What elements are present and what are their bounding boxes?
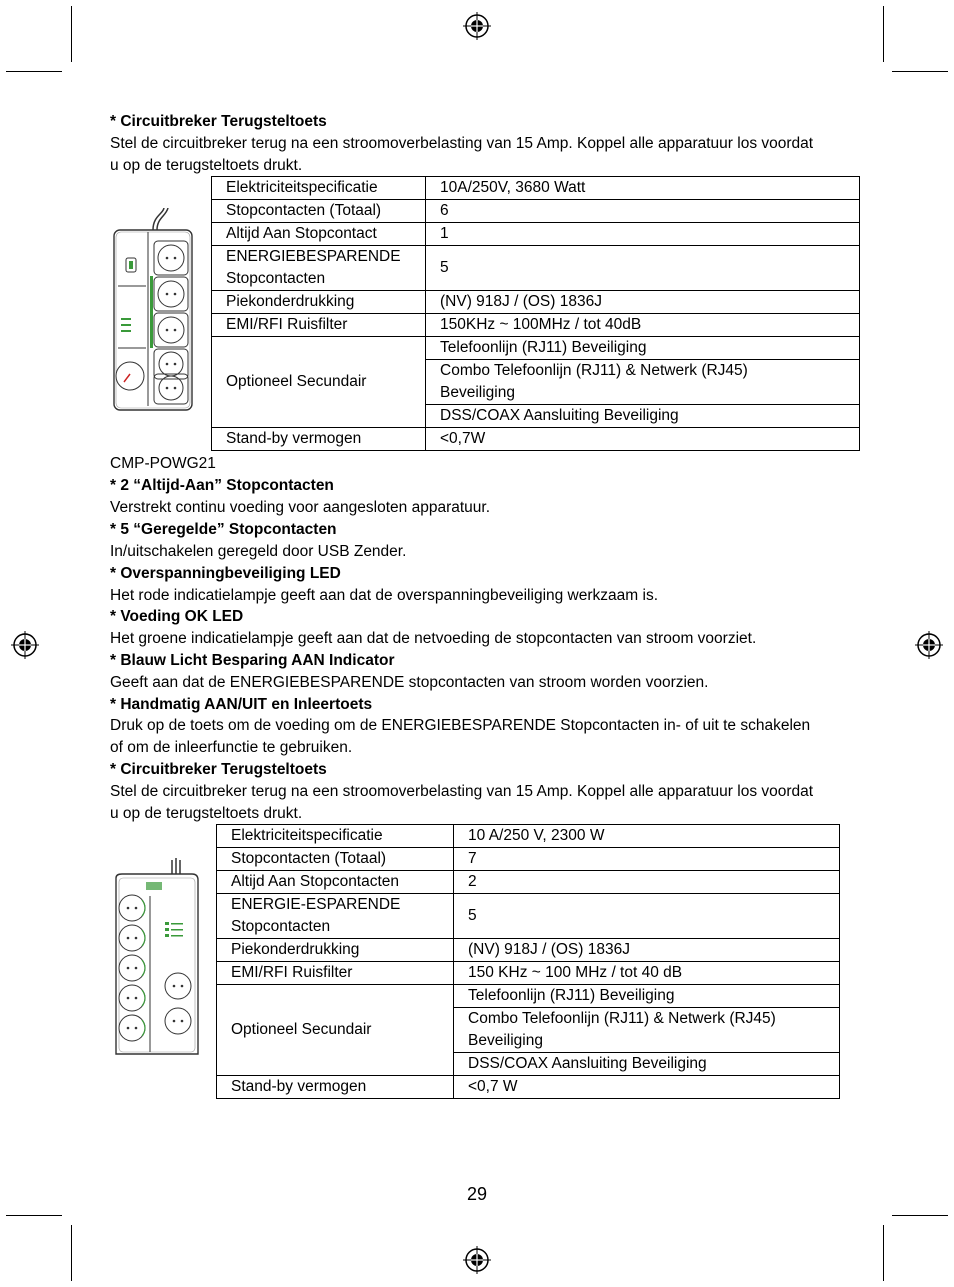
feature-body: In/uitschakelen geregeld door USB Zender.	[110, 543, 407, 560]
section1-body-2: u op de terugsteltoets drukt.	[110, 157, 303, 174]
crop-mark	[6, 71, 62, 72]
spec-value: 7	[454, 848, 840, 871]
spec-label: Stopcontacten (Totaal)	[212, 200, 426, 223]
feature-heading: * Voeding OK LED	[110, 608, 244, 625]
spec-value-line: Combo Telefoonlijn (RJ11) & Netwerk (RJ45)	[468, 1010, 776, 1027]
feature-heading: * 5 “Geregelde” Stopcontacten	[110, 521, 337, 538]
section1-heading: * Circuitbreker Terugsteltoets	[110, 113, 327, 130]
spec-value: Telefoonlijn (RJ11) Beveiliging	[426, 337, 860, 360]
spec-label: Elektriciteitspecificatie	[212, 177, 426, 200]
section2-body-1: Stel de circuitbreker terug na een stroomoverbelasting van 15 Amp. Koppel alle apparatuur los voordat	[110, 783, 814, 800]
spec-label: Stopcontacten (Totaal)	[217, 848, 454, 871]
spec-label: EMI/RFI Ruisfilter	[212, 314, 426, 337]
spec-label	[217, 894, 454, 939]
feature-body: Geeft aan dat de ENERGIEBESPARENDE stopcontacten van stroom worden voorzien.	[110, 674, 709, 691]
table-row	[217, 848, 840, 871]
crop-mark	[892, 1215, 948, 1216]
registration-mark-icon	[463, 1246, 491, 1274]
spec-label-line: Stopcontacten	[231, 918, 331, 935]
section1-body-1: Stel de circuitbreker terug na een stroomoverbelasting van 15 Amp. Koppel alle apparatuur los voordat	[110, 135, 814, 152]
spec-label: EMI/RFI Ruisfilter	[217, 962, 454, 985]
table-row	[217, 939, 840, 962]
table-row	[217, 894, 840, 939]
spec-label-line: Stopcontacten	[226, 270, 326, 287]
table-row	[212, 200, 860, 223]
feature-body: Het rode indicatielampje geeft aan dat de overspanningbeveiliging werkzaam is.	[110, 587, 658, 604]
spec-value	[426, 360, 860, 405]
spec-label: Optioneel Secundair	[217, 985, 454, 1076]
table-row	[212, 428, 860, 451]
spec-value: (NV) 918J / (OS) 1836J	[454, 939, 840, 962]
power-strip-6-outlet-illustration	[108, 208, 198, 413]
spec-label: Stand-by vermogen	[212, 428, 426, 451]
crop-mark	[71, 1225, 72, 1281]
spec-value: Telefoonlijn (RJ11) Beveiliging	[454, 985, 840, 1008]
spec-table-2	[216, 824, 840, 1099]
table-row	[217, 871, 840, 894]
crop-mark	[71, 6, 72, 62]
spec-label: Stand-by vermogen	[217, 1076, 454, 1099]
feature-body: Verstrekt continu voeding voor aangesloten apparatuur.	[110, 499, 491, 516]
spec-value: 5	[426, 246, 860, 291]
spec-value	[454, 1008, 840, 1053]
spec-value: 10 A/250 V, 2300 W	[454, 825, 840, 848]
spec-value: DSS/COAX Aansluiting Beveiliging	[426, 405, 860, 428]
table-row	[217, 825, 840, 848]
power-strip-7-outlet-illustration	[110, 856, 204, 1061]
table-row	[217, 962, 840, 985]
feature-body: Het groene indicatielampje geeft aan dat de netvoeding de stopcontacten van stroom voorziet.	[110, 630, 757, 647]
table-row	[212, 314, 860, 337]
spec-value-line: Combo Telefoonlijn (RJ11) & Netwerk (RJ45)	[440, 362, 748, 379]
model-number: CMP-POWG21	[110, 455, 216, 472]
spec-value: 150KHz ~ 100MHz / tot 40dB	[426, 314, 860, 337]
spec-value: <0,7 W	[454, 1076, 840, 1099]
spec-value-line: Beveiliging	[440, 384, 515, 401]
table-row	[212, 177, 860, 200]
table-row	[217, 985, 840, 1008]
spec-value: 2	[454, 871, 840, 894]
registration-mark-icon	[11, 631, 39, 659]
table-row	[212, 291, 860, 314]
registration-mark-icon	[915, 631, 943, 659]
spec-value: DSS/COAX Aansluiting Beveiliging	[454, 1053, 840, 1076]
manual-body-2: of om de inleerfunctie te gebruiken.	[110, 739, 353, 756]
table-row	[212, 246, 860, 291]
registration-mark-icon	[463, 12, 491, 40]
spec-value: 150 KHz ~ 100 MHz / tot 40 dB	[454, 962, 840, 985]
manual-body-1: Druk op de toets om de voeding om de ENERGIEBESPARENDE Stopcontacten in- of uit te schakelen	[110, 717, 811, 734]
section2-body-2: u op de terugsteltoets drukt.	[110, 805, 303, 822]
table-row	[212, 223, 860, 246]
feature-heading: * Overspanningbeveiliging LED	[110, 565, 341, 582]
spec-value: <0,7W	[426, 428, 860, 451]
spec-value: 1	[426, 223, 860, 246]
table-row	[217, 1076, 840, 1099]
crop-mark	[892, 71, 948, 72]
spec-value: (NV) 918J / (OS) 1836J	[426, 291, 860, 314]
spec-label-line: ENERGIE-ESPARENDE	[231, 896, 401, 913]
feature-heading: * Blauw Licht Besparing AAN Indicator	[110, 652, 395, 669]
spec-label	[212, 246, 426, 291]
crop-mark	[6, 1215, 62, 1216]
spec-label: Altijd Aan Stopcontacten	[217, 871, 454, 894]
spec-label: Optioneel Secundair	[212, 337, 426, 428]
crop-mark	[883, 6, 884, 62]
table-row	[212, 337, 860, 360]
spec-label: Piekonderdrukking	[217, 939, 454, 962]
section2-heading: * Circuitbreker Terugsteltoets	[110, 761, 327, 778]
crop-mark	[883, 1225, 884, 1281]
spec-value: 10A/250V, 3680 Watt	[426, 177, 860, 200]
page-number: 29	[466, 1184, 488, 1204]
spec-label: Elektriciteitspecificatie	[217, 825, 454, 848]
spec-label-line: ENERGIEBESPARENDE	[226, 248, 401, 265]
feature-heading: * 2 “Altijd-Aan” Stopcontacten	[110, 477, 334, 494]
manual-heading: * Handmatig AAN/UIT en Inleertoets	[110, 696, 373, 713]
spec-value: 6	[426, 200, 860, 223]
spec-value-line: Beveiliging	[468, 1032, 543, 1049]
spec-label: Piekonderdrukking	[212, 291, 426, 314]
spec-table-1	[211, 176, 860, 451]
spec-label: Altijd Aan Stopcontact	[212, 223, 426, 246]
spec-value: 5	[454, 894, 840, 939]
